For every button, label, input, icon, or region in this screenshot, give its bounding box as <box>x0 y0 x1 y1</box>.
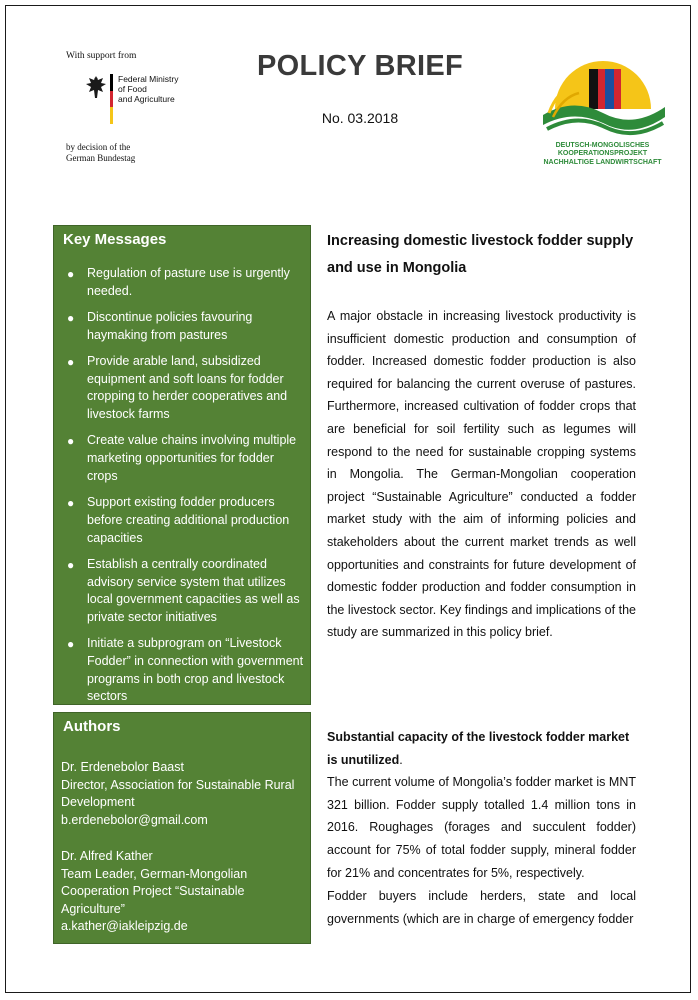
flag-stripe-blue <box>605 69 614 109</box>
list-item <box>65 556 305 627</box>
bullet-icon: ● <box>67 355 75 369</box>
key-messages-heading: Key Messages <box>63 231 167 248</box>
federal-eagle-icon <box>84 74 108 102</box>
section-title-period: . <box>399 752 403 767</box>
intro-paragraph: A major obstacle in increasing livestock productivity is insufficient domestic production and consumption of fodder. Increased domestic fodder production is also required for balancing the current overuse of pastures. Furthermore, increased cultivation of fodder crops that are beneficial for soil fertility such as legumes will respond to the need for sustainable cropping systems in Mongolia. The German-Mongolian cooperation project “Sustainable Agriculture” conducted a fodder market study with the aim of informing policies and stakeholders about the current market trends as well opportunities and constraints for future development of domestic fodder production and fodder consumption in the livestock sector. Key findings and implications of the study are summarized in this policy brief. <box>327 309 636 640</box>
logo-line: KOOPERATIONSPROJEKT <box>557 150 648 158</box>
key-message-text: Support existing fodder producers before creating additional production capacities <box>87 495 290 545</box>
list-item <box>65 635 305 706</box>
bullet-icon: ● <box>67 496 75 511</box>
key-message-text: Initiate a subprogram on “Livestock Fodder” in connection with government programs in both crop and livestock sectors <box>87 636 304 704</box>
author-block <box>61 759 309 829</box>
list-item <box>65 265 305 300</box>
article-intro <box>327 305 636 644</box>
section-heading <box>327 726 636 771</box>
project-logo-text <box>530 142 675 167</box>
ministry-line: and Agriculture <box>118 94 175 104</box>
bullet-icon: ● <box>67 434 75 449</box>
logo-line: DEUTSCH-MONGOLISCHES <box>555 142 650 149</box>
key-message-text: Create value chains involving multiple marketing opportunities for fodder crops <box>87 433 297 483</box>
author-block <box>61 848 309 936</box>
ministry-name <box>118 74 208 104</box>
key-messages-list <box>65 265 305 715</box>
author-email[interactable]: b.erdenebolor@gmail.com <box>61 812 208 827</box>
authors-heading: Authors <box>63 718 121 735</box>
authors-box <box>53 712 311 944</box>
key-message-text: Establish a centrally coordinated advisory service system that utilizes local government capacities as well as private sector initiatives <box>87 556 300 624</box>
issue-number: No. 03.2018 <box>321 110 399 126</box>
list-item <box>65 309 305 344</box>
flag-stripe-red <box>598 69 605 109</box>
author-name: Dr. Erdenebolor Baast <box>61 760 184 774</box>
list-item <box>65 494 305 547</box>
bullet-icon: ● <box>67 311 75 325</box>
flag-stripe-black <box>589 69 598 109</box>
key-message-text: Discontinue policies favouring haymaking from pastures <box>87 310 253 342</box>
author-role: Director, Association for Sustainable Rural Development <box>61 777 295 809</box>
section-paragraph: The current volume of Mongolia’s fodder market is MNT 321 billion. Fodder supply totalled 1.4 million tons in 2016. Roughages (forages and succulent fodder) account for 75% of total fodder supply, mineral fodder for 21% and concentrates for 5%, respectively. <box>327 775 636 880</box>
key-message-text: Regulation of pasture use is urgently needed. <box>87 266 290 298</box>
flag-stripe-red-2 <box>614 69 621 109</box>
list-item <box>65 353 305 424</box>
page-title: POLICY BRIEF <box>256 50 464 82</box>
bullet-icon: ● <box>67 267 75 281</box>
bundestag-decision <box>66 142 186 163</box>
list-item <box>65 432 305 485</box>
article-section <box>327 726 636 930</box>
ministry-line: of Food <box>118 84 147 94</box>
project-logo <box>533 47 673 142</box>
logo-line: NACHHALTIGE LANDWIRTSCHAFT <box>543 158 662 166</box>
section-title: Substantial capacity of the livestock fodder market is unutilized <box>327 730 630 767</box>
german-flag-bar <box>110 74 113 124</box>
key-messages-box <box>53 225 311 705</box>
ministry-line: Federal Ministry <box>118 74 179 84</box>
decision-line: by decision of the <box>66 142 131 152</box>
decision-line: German Bundestag <box>66 152 136 163</box>
article-headline: Increasing domestic livestock fodder supply and use in Mongolia <box>327 233 634 276</box>
author-email[interactable]: a.kather@iakleipzig.de <box>61 919 188 933</box>
author-role: Team Leader, German-Mongolian Cooperation Project “Sustainable Agriculture” <box>61 866 248 916</box>
support-text: With support from <box>66 51 137 61</box>
bullet-icon: ● <box>67 557 75 572</box>
bullet-icon: ● <box>67 637 75 652</box>
section-paragraph: Fodder buyers include herders, state and local governments (which are in charge of emergency fodder <box>327 889 636 926</box>
author-name: Dr. Alfred Kather <box>61 849 153 863</box>
key-message-text: Provide arable land, subsidized equipment and soft loans for fodder cropping to herder cooperatives and livestock farms <box>87 354 288 422</box>
bmel-logo <box>84 74 204 124</box>
